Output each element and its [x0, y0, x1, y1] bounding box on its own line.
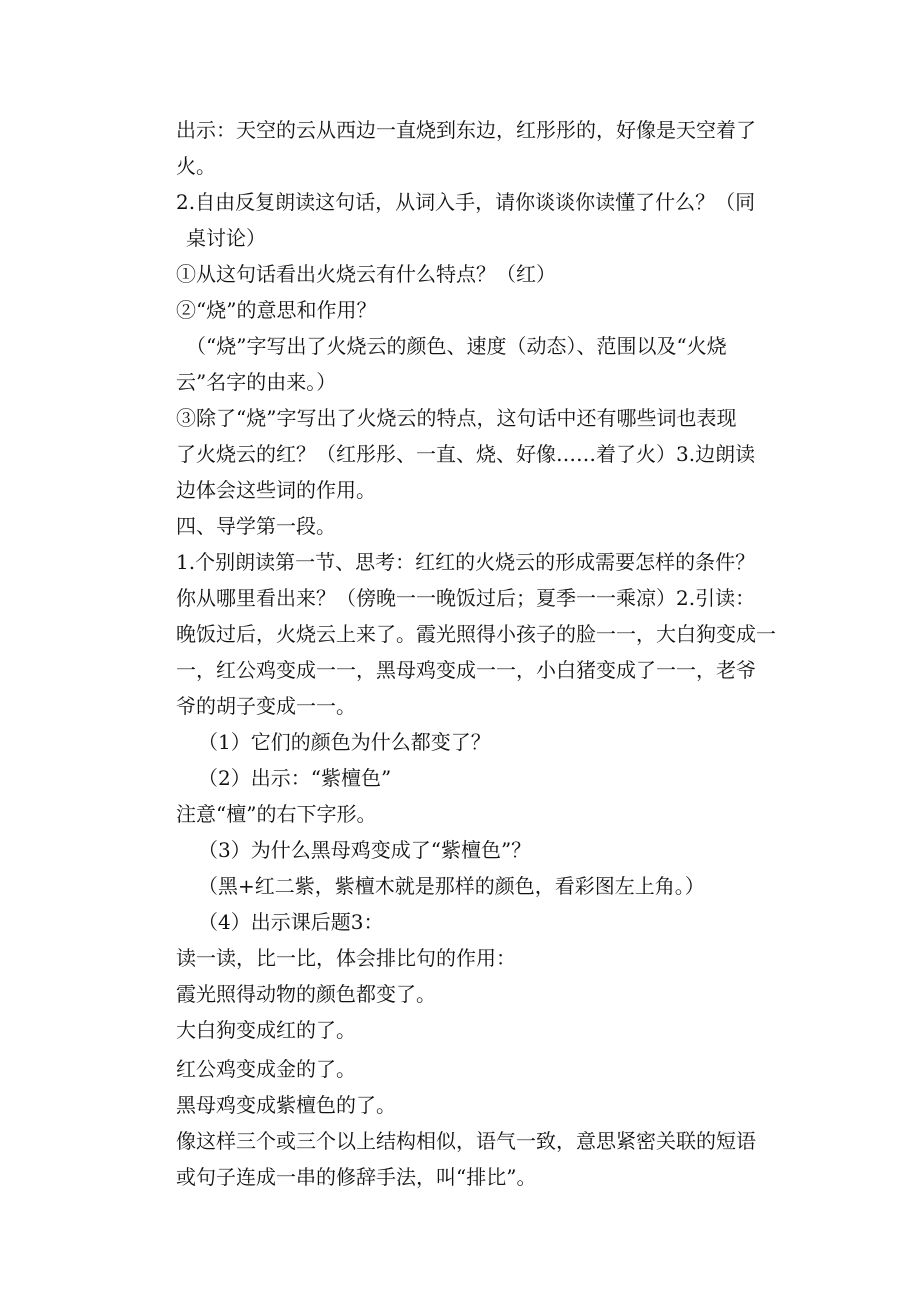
- text-line: 或句子连成一串的修辞手法，叫“排比”。: [176, 1165, 537, 1189]
- text-line: 读一读，比一比，体会排比句的作用：: [176, 946, 516, 970]
- text-line: 出示：天空的云从西边一直烧到东边，红彤彤的，好像是天空着了: [176, 118, 756, 142]
- text-line: 像这样三个或三个以上结构相似，语气一致，意思紧密关联的短语: [176, 1129, 756, 1153]
- text-line: 爷的胡子变成一一。: [176, 694, 356, 718]
- text-line: 你从哪里看出来？（傍晚一一晚饭过后；夏季一一乘凉）2.引读：: [176, 586, 756, 610]
- text-line: 了火烧云的红？（红彤彤、一直、烧、好像……着了火）3.边朗读: [176, 442, 756, 466]
- text-line: 注意“檀”的右下字形。: [176, 802, 377, 826]
- text-line: 一，红公鸡变成一一，黑母鸡变成一一，小白猪变成了一一，老爷: [176, 658, 756, 682]
- text-line: 黑母鸡变成紫檀色的了。: [176, 1093, 396, 1117]
- text-line: ①从这句话看出火烧云有什么特点？（红）: [176, 262, 556, 286]
- text-line: 霞光照得动物的颜色都变了。: [176, 982, 436, 1006]
- text-line: （黑+红二紫，紫檀木就是那样的颜色，看彩图左上角。）: [198, 874, 705, 898]
- text-line: 火。: [176, 154, 216, 178]
- text-line: （“烧”字写出了火烧云的颜色、速度（动态）、范围以及“火烧: [186, 334, 727, 358]
- document-body: [176, 112, 776, 1195]
- text-line: 红公鸡变成金的了。: [176, 1057, 356, 1081]
- text-line: ②“烧”的意思和作用？: [176, 298, 377, 322]
- section-heading: 四、导学第一段。: [176, 514, 336, 538]
- text-line: 桌讨论）: [186, 226, 266, 250]
- text-line: 云”名字的由来。）: [176, 370, 337, 394]
- text-line: 1.个别朗读第一节、思考：红红的火烧云的形成需要怎样的条件？: [176, 550, 756, 574]
- text-line: （1）它们的颜色为什么都变了？: [198, 730, 491, 754]
- text-line: ③除了“烧”字写出了火烧云的特点，这句话中还有哪些词也表现: [176, 406, 737, 430]
- text-line: （3）为什么黑母鸡变成了“紫檀色”？: [198, 838, 532, 862]
- text-line: 大白狗变成红的了。: [176, 1018, 356, 1042]
- text-line: 2.自由反复朗读这句话，从词入手，请你谈谈你读懂了什么？（同: [176, 190, 756, 214]
- text-line: （4）出示课后题3：: [198, 910, 384, 934]
- text-line: 晚饭过后，火烧云上来了。霞光照得小孩子的脸一一，大白狗变成一: [176, 622, 776, 646]
- text-line: 边体会这些词的作用。: [176, 478, 376, 502]
- text-line: （2）出示：“紫檀色”: [198, 766, 392, 790]
